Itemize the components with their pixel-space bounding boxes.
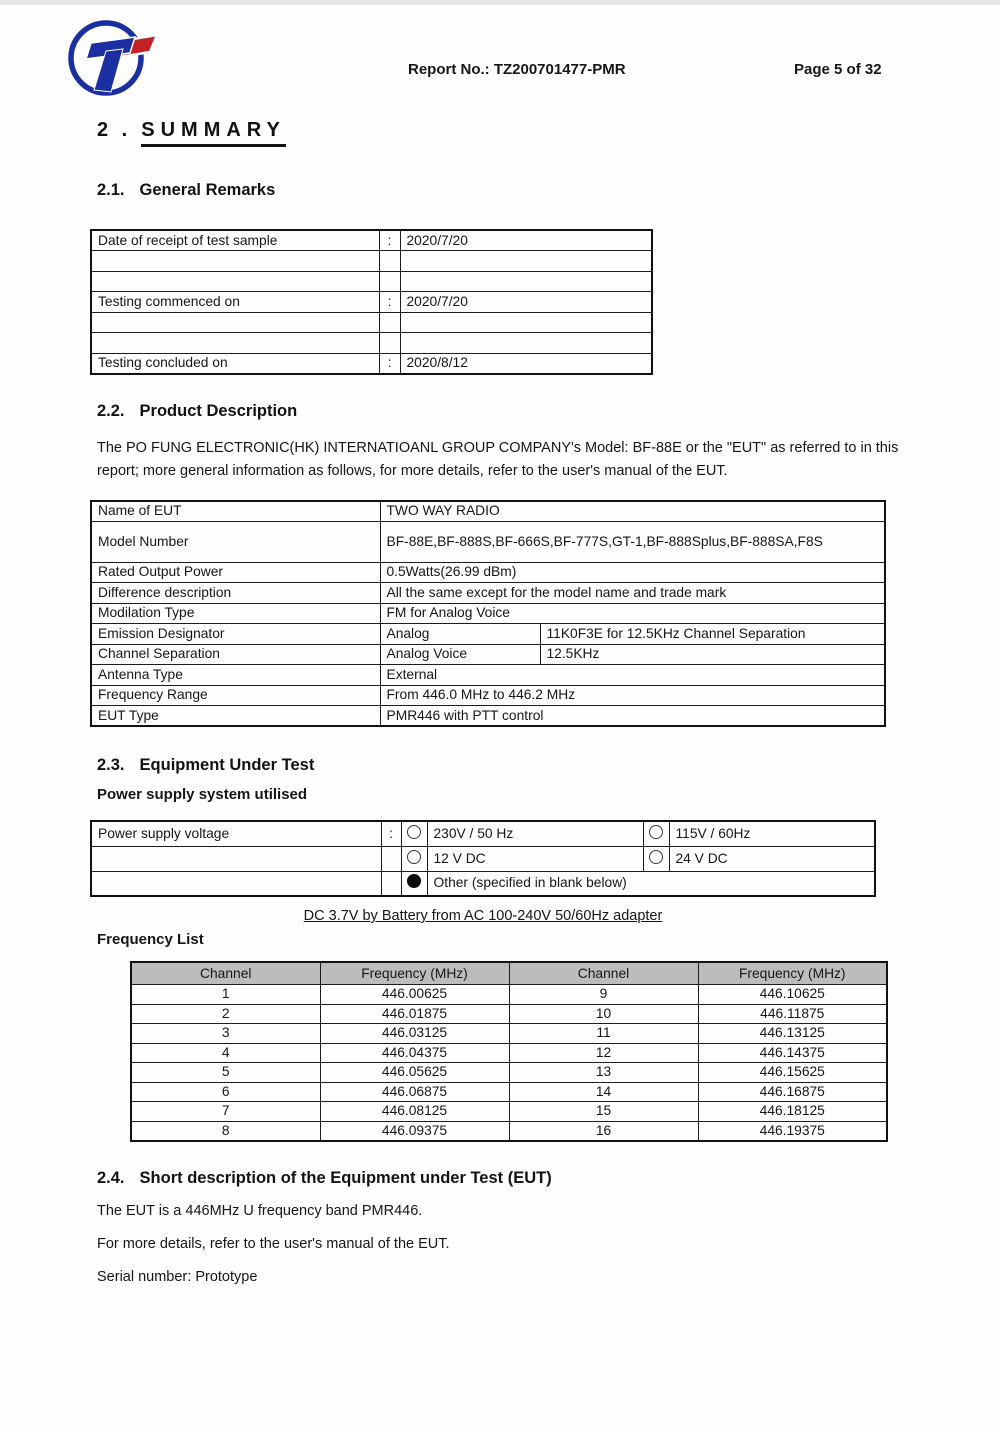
table-row	[91, 624, 885, 645]
row-value: Analog	[380, 624, 540, 645]
row-colon	[379, 271, 400, 292]
channel-cell: 15	[509, 1102, 698, 1122]
row-label	[91, 871, 381, 896]
channel-cell: 13	[509, 1063, 698, 1083]
power-supply-note-text: DC 3.7V by Battery from AC 100-240V 50/60Hz adapter	[303, 908, 663, 924]
channel-cell: 2	[131, 1004, 320, 1024]
row-value: 2020/7/20	[400, 230, 652, 251]
channel-cell: 12	[509, 1043, 698, 1063]
power-supply-table	[90, 820, 876, 897]
row-value	[400, 271, 652, 292]
frequency-cell: 446.11875	[698, 1004, 887, 1024]
row-label: Testing concluded on	[91, 353, 379, 374]
power-supply-note	[90, 908, 876, 924]
section-number: 2 .	[97, 119, 132, 141]
row-value: FM for Analog Voice	[380, 603, 885, 624]
heading-general-remarks	[97, 181, 912, 200]
row-label: Name of EUT	[91, 501, 380, 522]
heading-equipment-under-test	[97, 756, 912, 775]
table-row	[131, 1121, 887, 1141]
frequency-cell: 446.15625	[698, 1063, 887, 1083]
table-row	[91, 644, 885, 665]
document-body	[0, 119, 1000, 1285]
table-row	[91, 271, 652, 292]
table-row	[91, 685, 885, 706]
option-radio-cell	[401, 821, 427, 846]
heading-short-description	[97, 1169, 912, 1188]
row-label: Frequency Range	[91, 685, 380, 706]
row-label: Antenna Type	[91, 665, 380, 686]
table-row	[131, 1102, 887, 1122]
channel-cell: 10	[509, 1004, 698, 1024]
column-header: Frequency (MHz)	[320, 962, 509, 985]
row-label	[91, 312, 379, 333]
heading-text: General Remarks	[139, 181, 276, 199]
table-header-row	[131, 962, 887, 985]
row-colon	[379, 312, 400, 333]
row-value: PMR446 with PTT control	[380, 706, 885, 727]
section-title-text: SUMMARY	[141, 119, 286, 147]
heading-text: Equipment Under Test	[139, 756, 315, 774]
page-number: Page 5 of 32	[794, 61, 882, 78]
row-label: Rated Output Power	[91, 562, 380, 583]
table-row	[91, 583, 885, 604]
row-value	[400, 333, 652, 354]
row-label: Testing commenced on	[91, 292, 379, 313]
radio-icon	[407, 825, 421, 839]
radio-icon	[649, 825, 663, 839]
table-row	[91, 312, 652, 333]
table-row	[91, 665, 885, 686]
row-colon	[379, 251, 400, 272]
frequency-cell: 446.01875	[320, 1004, 509, 1024]
row-label: Model Number	[91, 521, 380, 562]
row-value2: 12.5KHz	[540, 644, 885, 665]
short-description-line: Serial number: Prototype	[97, 1268, 258, 1285]
row-value: 0.5Watts(26.99 dBm)	[380, 562, 885, 583]
frequency-cell: 446.06875	[320, 1082, 509, 1102]
table-row	[91, 562, 885, 583]
table-row	[131, 1043, 887, 1063]
table-row	[91, 230, 652, 251]
channel-cell: 5	[131, 1063, 320, 1083]
row-value: 2020/7/20	[400, 292, 652, 313]
table-row	[131, 1082, 887, 1102]
frequency-cell: 446.00625	[320, 985, 509, 1005]
frequency-cell: 446.19375	[698, 1121, 887, 1141]
table-row	[91, 333, 652, 354]
channel-cell: 14	[509, 1082, 698, 1102]
eut-description-table	[90, 500, 886, 728]
row-value2: 11K0F3E for 12.5KHz Channel Separation	[540, 624, 885, 645]
channel-cell: 7	[131, 1102, 320, 1122]
table-row	[91, 871, 875, 896]
frequency-cell: 446.08125	[320, 1102, 509, 1122]
option-radio-cell	[401, 871, 427, 896]
row-colon: :	[381, 821, 401, 846]
option-label: 24 V DC	[669, 846, 875, 871]
row-value: From 446.0 MHz to 446.2 MHz	[380, 685, 885, 706]
frequency-cell: 446.05625	[320, 1063, 509, 1083]
section-title-summary	[97, 119, 912, 147]
option-label: 230V / 50 Hz	[427, 821, 643, 846]
channel-cell: 11	[509, 1024, 698, 1044]
row-colon: :	[379, 353, 400, 374]
row-label	[91, 333, 379, 354]
channel-cell: 6	[131, 1082, 320, 1102]
column-header: Frequency (MHz)	[698, 962, 887, 985]
radio-icon	[407, 850, 421, 864]
power-supply-subtitle: Power supply system utilised	[97, 786, 308, 803]
row-colon	[381, 846, 401, 871]
row-colon: :	[379, 292, 400, 313]
row-value: 2020/8/12	[400, 353, 652, 374]
row-label: Power supply voltage	[91, 821, 381, 846]
row-label: Difference description	[91, 583, 380, 604]
row-value: Analog Voice	[380, 644, 540, 665]
report-number: Report No.: TZ200701477-PMR	[408, 61, 626, 78]
frequency-cell: 446.03125	[320, 1024, 509, 1044]
general-remarks-table	[90, 229, 653, 375]
row-colon	[381, 871, 401, 896]
heading-product-description	[97, 402, 912, 421]
short-description-line: For more details, refer to the user's manual of the EUT.	[97, 1235, 450, 1252]
table-row	[91, 251, 652, 272]
heading-number: 2.4.	[97, 1168, 125, 1187]
option-radio-cell	[643, 821, 669, 846]
heading-text: Product Description	[139, 401, 298, 420]
row-value	[400, 251, 652, 272]
row-label	[91, 271, 379, 292]
table-row	[91, 501, 885, 522]
row-label: Channel Separation	[91, 644, 380, 665]
frequency-cell: 446.18125	[698, 1102, 887, 1122]
option-label: Other (specified in blank below)	[427, 871, 875, 896]
frequency-cell: 446.13125	[698, 1024, 887, 1044]
option-label: 115V / 60Hz	[669, 821, 875, 846]
frequency-list-label: Frequency List	[97, 931, 204, 948]
table-row	[91, 521, 885, 562]
channel-cell: 4	[131, 1043, 320, 1063]
row-value: BF-88E,BF-888S,BF-666S,BF-777S,GT-1,BF-888Splus,BF-888SA,F8S	[380, 521, 885, 562]
page-header	[0, 5, 1000, 107]
radio-icon	[407, 874, 421, 888]
heading-number: 2.2.	[97, 401, 125, 420]
radio-icon	[649, 850, 663, 864]
heading-text: Short description of the Equipment under Test (EUT)	[139, 1168, 552, 1187]
frequency-cell: 446.14375	[698, 1043, 887, 1063]
column-header: Channel	[131, 962, 320, 985]
table-row	[91, 353, 652, 374]
column-header: Channel	[509, 962, 698, 985]
channel-cell: 8	[131, 1121, 320, 1141]
heading-number: 2.1.	[97, 181, 125, 199]
channel-cell: 16	[509, 1121, 698, 1141]
row-value	[400, 312, 652, 333]
table-row	[131, 1004, 887, 1024]
option-radio-cell	[401, 846, 427, 871]
frequency-cell: 446.16875	[698, 1082, 887, 1102]
frequency-table	[130, 961, 888, 1142]
row-value: External	[380, 665, 885, 686]
heading-number: 2.3.	[97, 756, 125, 774]
option-label: 12 V DC	[427, 846, 643, 871]
row-label: Date of receipt of test sample	[91, 230, 379, 251]
product-description-paragraph: The PO FUNG ELECTRONIC(HK) INTERNATIOANL GROUP COMPANY's Model: BF-88E or the "EUT" as referred to in this report; more general information as follows, for more details, refer to the user's manual of the EUT.	[97, 439, 899, 479]
table-row	[131, 1063, 887, 1083]
channel-cell: 3	[131, 1024, 320, 1044]
table-row	[91, 846, 875, 871]
row-value: TWO WAY RADIO	[380, 501, 885, 522]
frequency-cell: 446.09375	[320, 1121, 509, 1141]
row-colon	[379, 333, 400, 354]
table-row	[91, 603, 885, 624]
company-logo-icon	[64, 17, 160, 99]
row-label: EUT Type	[91, 706, 380, 727]
table-row	[91, 292, 652, 313]
row-colon: :	[379, 230, 400, 251]
frequency-cell: 446.04375	[320, 1043, 509, 1063]
row-label: Emission Designator	[91, 624, 380, 645]
channel-cell: 1	[131, 985, 320, 1005]
table-row	[91, 821, 875, 846]
option-radio-cell	[643, 846, 669, 871]
channel-cell: 9	[509, 985, 698, 1005]
frequency-cell: 446.10625	[698, 985, 887, 1005]
table-row	[131, 1024, 887, 1044]
table-row	[91, 706, 885, 727]
row-value: All the same except for the model name and trade mark	[380, 583, 885, 604]
row-label	[91, 251, 379, 272]
row-label: Modilation Type	[91, 603, 380, 624]
row-label	[91, 846, 381, 871]
short-description-line: The EUT is a 446MHz U frequency band PMR446.	[97, 1202, 423, 1219]
table-row	[131, 985, 887, 1005]
